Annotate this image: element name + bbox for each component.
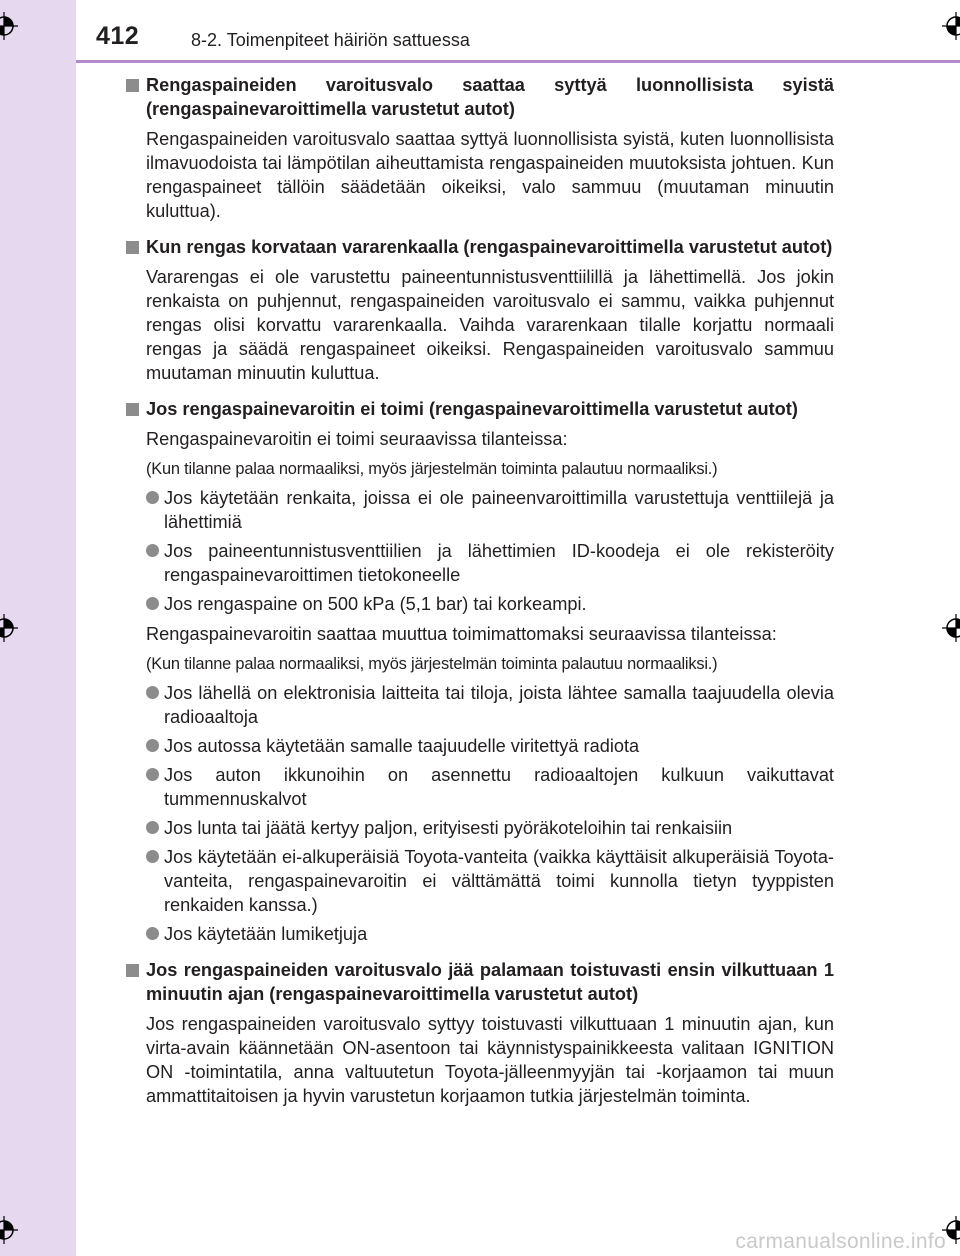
round-bullet-icon — [146, 592, 164, 616]
square-bullet-icon — [126, 958, 146, 1006]
section-heading: Jos rengaspainevaroitin ei toimi (rengaspainevaroittimella varustetut autot) — [126, 397, 834, 421]
list-item: Jos käytetään renkaita, joissa ei ole paineenvaroittimilla varustettuja venttiilejä ja lähettimiä — [146, 486, 834, 534]
section-note: (Kun tilanne palaa normaaliksi, myös järjestelmän toiminta palautuu normaaliksi.) — [146, 655, 718, 673]
section-paragraph: Rengaspaineiden varoitusvalo saattaa syttyä luonnollisista syistä, kuten luonnollisista ilmavuodoista tai lämpötilan aiheuttamista rengaspaineiden muutoksista johtuen. Kun rengaspaineet tällöin säädetään oikeiksi, valo sammuu (muutaman minuutin kuluttua). — [146, 129, 834, 221]
list-item: Jos autossa käytetään samalle taajuudelle viritettyä radiota — [146, 734, 834, 758]
section-heading: Kun rengas korvataan vararenkaalla (rengaspainevaroittimella varustetut autot) — [126, 235, 834, 259]
square-bullet-icon — [126, 73, 146, 121]
round-bullet-icon — [146, 845, 164, 917]
section-paragraph: Jos rengaspaineiden varoitusvalo syttyy toistuvasti vilkuttuaan 1 minuutin ajan, kun virta-avain käännetään ON-asentoon tai käynnistyspainikkeesta valitaan IGNITION ON -toimintatila, anna valtuutetun Toyota-jälleenmyyjän tai -korjaamon tai muun ammattitaitoisen ja hyvin varustetun korjaamon tutkia järjestelmän toiminta. — [146, 1014, 834, 1106]
round-bullet-icon — [146, 734, 164, 758]
header-rule — [76, 60, 960, 63]
round-bullet-icon — [146, 763, 164, 811]
section-heading: Jos rengaspaineiden varoitusvalo jää palamaan toistuvasti ensin vilkuttuaan 1 minuutin ajan (rengaspainevaroittimella varustetut autot) — [126, 958, 834, 1006]
list-item: Jos paineentunnistusventtiilien ja lähettimien ID-koodeja ei ole rekisteröity rengaspainevaroittimen tietokoneelle — [146, 539, 834, 587]
section-tpms-natural-causes — [126, 73, 834, 223]
page-number: 412 — [96, 22, 140, 50]
section-warning-light-blinks — [126, 958, 834, 1108]
round-bullet-icon — [146, 539, 164, 587]
round-bullet-icon — [146, 922, 164, 946]
registration-mark-icon — [942, 614, 960, 642]
section-intro: Rengaspainevaroitin saattaa muuttua toimimattomaksi seuraavissa tilanteissa: — [146, 624, 777, 644]
list-item: Jos käytetään lumiketjuja — [146, 922, 834, 946]
square-bullet-icon — [126, 397, 146, 421]
page-content — [126, 73, 834, 1120]
round-bullet-icon — [146, 486, 164, 534]
section-heading: Rengaspaineiden varoitusvalo saattaa syttyä luonnollisista syistä (rengaspainevaroittimella varustetut autot) — [126, 73, 834, 121]
registration-mark-icon — [942, 12, 960, 40]
list-item: Jos käytetään ei-alkuperäisiä Toyota-vanteita (vaikka käyttäisit alkuperäisiä Toyota-vanteita, rengaspainevaroitin ei välttämättä toimi kunnolla tietyn tyyppisten renkaiden kanssa.) — [146, 845, 834, 917]
watermark: carmanualsonline.info — [735, 1230, 946, 1253]
list-item: Jos lunta tai jäätä kertyy paljon, erityisesti pyöräkoteloihin tai renkaisiin — [146, 816, 834, 840]
registration-mark-icon — [0, 1216, 18, 1244]
section-spare-tire — [126, 235, 834, 385]
round-bullet-icon — [146, 681, 164, 729]
list-item: Jos rengaspaine on 500 kPa (5,1 bar) tai korkeampi. — [146, 592, 834, 616]
section-intro: Rengaspainevaroitin ei toimi seuraavissa tilanteissa: — [146, 429, 568, 449]
square-bullet-icon — [126, 235, 146, 259]
chapter-title: 8-2. Toimenpiteet häiriön sattuessa — [191, 30, 470, 50]
list-item: Jos auton ikkunoihin on asennettu radioaaltojen kulkuun vaikuttavat tummennuskalvot — [146, 763, 834, 811]
section-tpms-not-working — [126, 397, 834, 946]
section-note: (Kun tilanne palaa normaaliksi, myös järjestelmän toiminta palautuu normaaliksi.) — [146, 460, 718, 478]
section-paragraph: Vararengas ei ole varustettu paineentunnistusventtiilillä ja lähettimellä. Jos jokin renkaista on puhjennut, rengaspaineiden varoitusvalo ei sammu, vaikka puhjennut rengas olisi korvattu vararenkaalla. Vaihda vararenkaan tilalle korjattu normaali rengas ja säädä rengaspaineet oikeiksi. Rengaspaineiden varoitusvalo sammuu muutaman minuutin kuluttua. — [146, 267, 834, 383]
round-bullet-icon — [146, 816, 164, 840]
registration-mark-icon — [0, 12, 18, 40]
list-item: Jos lähellä on elektronisia laitteita tai tiloja, joista lähtee samalla taajuudella olevia radioaaltoja — [146, 681, 834, 729]
registration-mark-icon — [0, 614, 18, 642]
